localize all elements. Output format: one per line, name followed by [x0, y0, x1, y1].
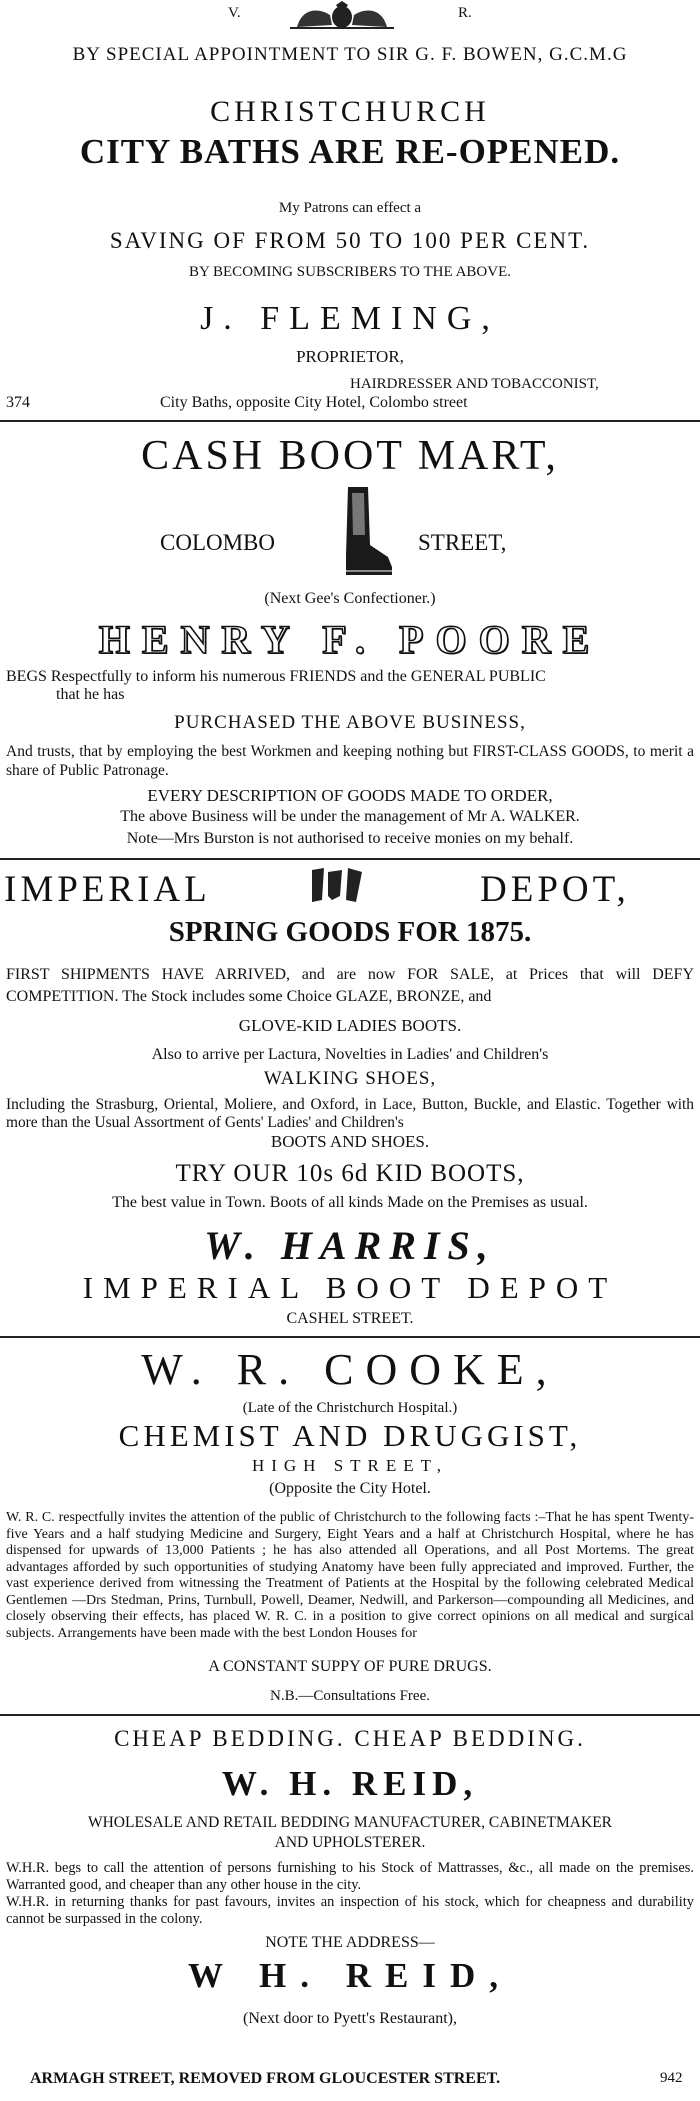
city-baths-title: CITY BATHS ARE RE-OPENED.	[79, 132, 621, 171]
divider	[0, 1714, 700, 1716]
pyett-restaurant-line: (Next door to Pyett's Restaurant),	[243, 2010, 457, 2027]
colombo-text: COLOMBO	[160, 530, 276, 555]
walking-shoes-line: WALKING SHOES,	[263, 1068, 437, 1089]
cheap-bedding-line: CHEAP BEDDING. CHEAP BEDDING.	[114, 1726, 586, 1751]
trade-line: HAIRDRESSER AND TOBACCONIST,	[350, 376, 599, 392]
consultations-free-line: N.B.—Consultations Free.	[270, 1688, 430, 1704]
best-value-line: The best value in Town. Boots of all kinds Made on the Premises as usual.	[112, 1194, 588, 1211]
cashel-street-line: CASHEL STREET.	[286, 1310, 414, 1327]
boots-and-shoes-line: BOOTS AND SHOES.	[270, 1132, 430, 1151]
divider	[0, 420, 700, 422]
including-paragraph: Including the Strasburg, Oriental, Moliere, and Oxford, in Lace, Button, Buckle, and Elastic. Together with more than the Usual Assortment of Gents' Ladies' and Children's	[6, 1096, 694, 1131]
begs-line: BEGS Respectfully to inform his numerous FRIENDS and the GENERAL PUBLIC	[6, 668, 546, 685]
high-street-line: HIGH STREET,	[251, 1456, 449, 1475]
also-arrive-line: Also to arrive per Lactura, Novelties in Ladies' and Children's	[151, 1046, 549, 1063]
glove-kid-line: GLOVE-KID LADIES BOOTS.	[238, 1016, 462, 1035]
imperial-text: IMPERIAL	[4, 869, 211, 910]
vr-left: V.	[228, 5, 241, 21]
subscribers-line: BY BECOMING SUBSCRIBERS TO THE ABOVE.	[188, 264, 511, 280]
divider	[0, 1336, 700, 1338]
burston-note: Note—Mrs Burston is not authorised to receive monies on my behalf.	[126, 830, 574, 847]
opposite-hotel-line: (Opposite the City Hotel.	[269, 1480, 431, 1497]
reid-body-paragraph-2: W.H.R. in returning thanks for past favours, invites an inspection of his stock, which for cheapness and durability cannot be surpassed in the colony.	[6, 1894, 694, 1927]
management-line: The above Business will be under the management of Mr A. WALKER.	[120, 808, 580, 825]
try-kid-boots-line: TRY OUR 10s 6d KID BOOTS,	[175, 1160, 525, 1187]
fleming-name: J. FLEMING,	[200, 300, 500, 337]
late-hospital-line: (Late of the Christchurch Hospital.)	[242, 1400, 458, 1416]
vr-right: R.	[458, 5, 472, 21]
cash-boot-mart-title: CASH BOOT MART,	[141, 433, 559, 479]
divider	[0, 858, 700, 860]
proprietor-line: PROPRIETOR,	[296, 347, 404, 366]
cooke-name: W. R. COOKE,	[141, 1345, 559, 1394]
depot-text: DEPOT,	[480, 869, 630, 910]
address-line: City Baths, opposite City Hotel, Colombo street	[160, 394, 468, 411]
upholsterer-line: AND UPHOLSTERER.	[274, 1834, 426, 1851]
appointment-line: BY SPECIAL APPOINTMENT TO SIR G. F. BOWEN, G.C.M.G	[72, 44, 628, 65]
reid-name-2: W H. REID,	[187, 1956, 513, 1995]
chemist-druggist-line: CHEMIST AND DRUGGIST,	[118, 1418, 582, 1453]
spring-goods-line: SPRING GOODS FOR 1875.	[168, 916, 532, 948]
note-address-line: NOTE THE ADDRESS—	[265, 1934, 435, 1951]
ad-number: 374	[6, 394, 30, 411]
purchased-line: PURCHASED THE ABOVE BUSINESS,	[174, 712, 526, 733]
wholesale-line: WHOLESALE AND RETAIL BEDDING MANUFACTURER, CABINETMAKER	[87, 1814, 612, 1831]
begs-line-2: that he has	[56, 686, 125, 703]
boot-emblem-icon	[308, 866, 368, 906]
armagh-street-line: ARMAGH STREET, REMOVED FROM GLOUCESTER STREET.	[30, 2070, 501, 2087]
every-description-line: EVERY DESCRIPTION OF GOODS MADE TO ORDER,	[147, 786, 553, 805]
patrons-line: My Patrons can effect a	[278, 200, 422, 216]
street-text: STREET,	[418, 530, 507, 555]
imperial-boot-depot-line: IMPERIAL BOOT DEPOT	[82, 1270, 618, 1305]
reid-name: W. H. REID,	[221, 1764, 479, 1803]
trusts-paragraph: And trusts, that by employing the best Workmen and keeping nothing but FIRST-CLASS GOODS, to merit a share of Public Patronage.	[6, 743, 694, 779]
harris-name: W. HARRIS,	[204, 1223, 496, 1268]
pure-drugs-line: A CONSTANT SUPPY OF PURE DRUGS.	[208, 1658, 492, 1675]
boot-icon	[338, 485, 394, 577]
next-gees-line: (Next Gee's Confectioner.)	[264, 590, 436, 607]
coat-of-arms-icon	[282, 1, 402, 31]
first-shipments-paragraph: FIRST SHIPMENTS HAVE ARRIVED, and are now FOR SALE, at Prices that will DEFY COMPETITION. The Stock includes some Choice GLAZE, BRONZE, and	[6, 966, 694, 1005]
ad-number-942: 942	[660, 2070, 683, 2086]
saving-line: SAVING OF FROM 50 TO 100 PER CENT.	[109, 228, 591, 253]
henry-poore-name: HENRY F. POORE	[98, 617, 602, 662]
reid-body-paragraph-1: W.H.R. begs to call the attention of persons furnishing to his Stock of Mattrasses, &c., all made on the premises. Warranted good, and cheaper than any other house in the city.	[6, 1860, 694, 1893]
christchurch-title: CHRISTCHURCH	[210, 95, 490, 128]
cooke-body-paragraph: W. R. C. respectfully invites the attention of the public of Christchurch to the following facts :–That he has spent Twenty-five Years and a half studying Medicine and Surgery, Eight Years and a half at Christchurch Hospital, where he has dispensed for upwards of 13,000 Patients ; he has also attended all Operations, and all Post Mortems. The great advantages afforded by such opportunities of studying Anatomy have been fully appreciated and improved. Further, the vast experience derived from witnessing the Treatment of Patients at the Hospital by the following celebrated Medical Gentlemen —Drs Stedman, Prins, Turnbull, Powell, Deamer, Nedwill, and Parkerson—compounding all Medicines, and closely observing their effects, has placed W. R. C. in a position to give correct opinions on all medical and surgical subjects. Arrangements have been made with the best London Houses for	[6, 1510, 694, 1641]
